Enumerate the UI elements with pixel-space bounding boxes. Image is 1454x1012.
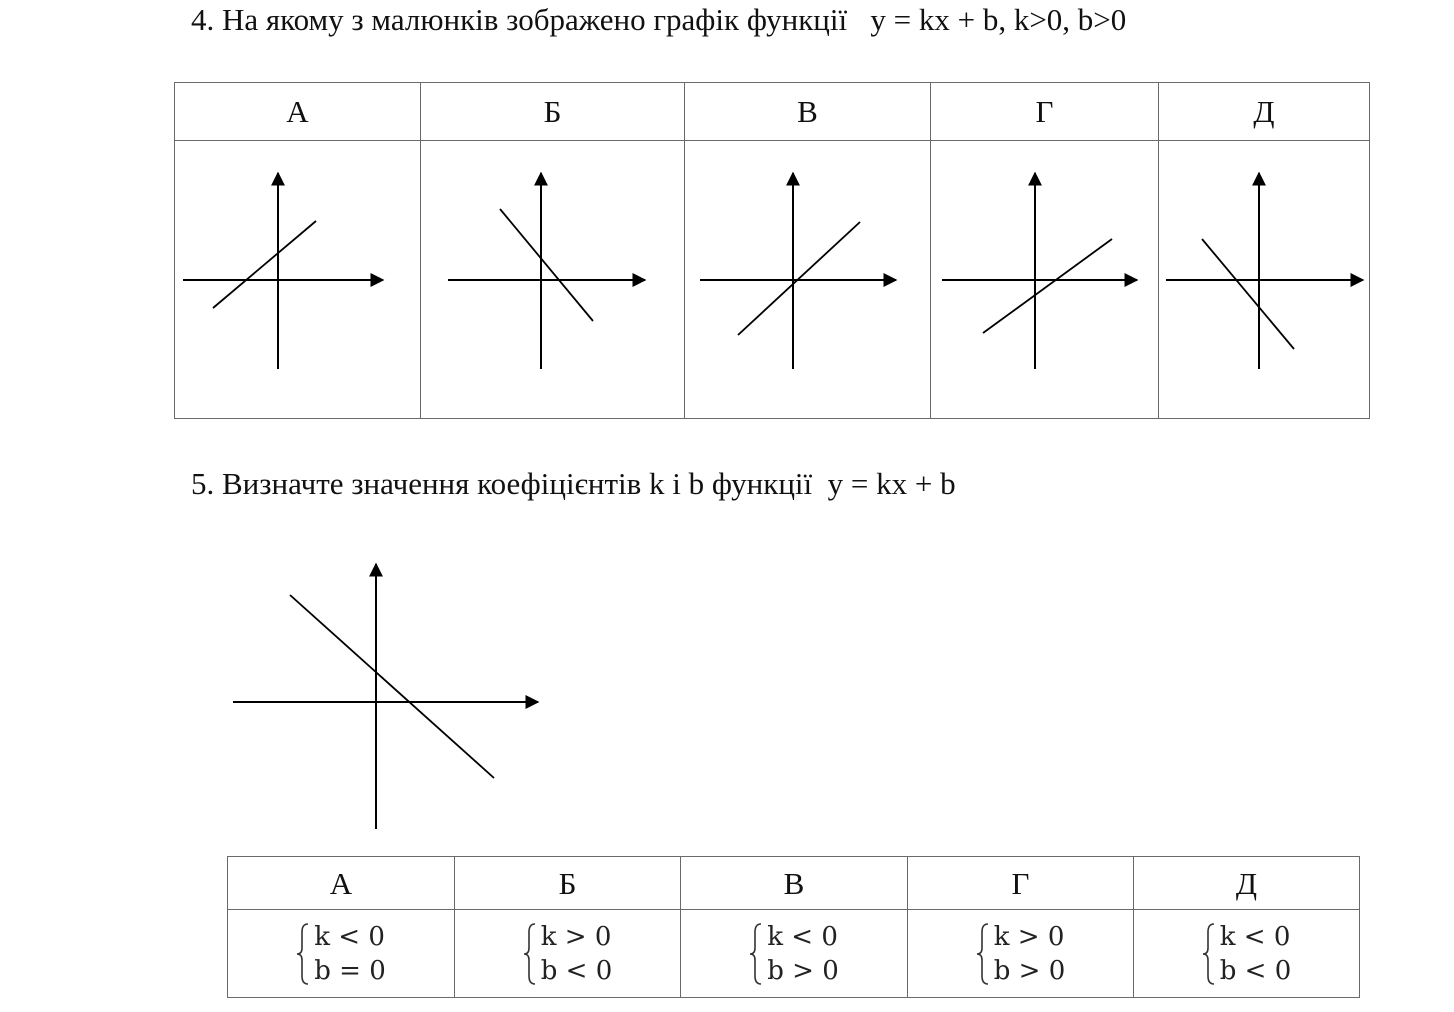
- option-a-label: А: [329, 865, 353, 901]
- option-v-label: В: [783, 865, 805, 901]
- option-g-label: Г: [1035, 94, 1054, 129]
- option-b-label: Б: [558, 865, 577, 901]
- brace-icon: [296, 922, 310, 986]
- option-v-label: В: [797, 94, 818, 129]
- option-b-header: [421, 83, 685, 141]
- option-v-graph-cell: [685, 141, 931, 419]
- option-g-system: [976, 920, 1066, 988]
- b-condition: b < 0: [1219, 955, 1292, 986]
- b-condition: b < 0: [540, 955, 613, 986]
- option-v-header: [685, 83, 931, 141]
- k-condition: k < 0: [314, 921, 385, 952]
- brace-icon: [1202, 922, 1216, 986]
- option-a-graph: [183, 165, 413, 395]
- option-b-label: Б: [543, 94, 562, 129]
- b-condition: b = 0: [314, 955, 386, 986]
- option-a-header: [228, 857, 455, 910]
- option-d-graph: [1162, 165, 1367, 395]
- brace-icon: [523, 922, 537, 986]
- k-condition: k < 0: [767, 921, 838, 952]
- brace-icon: [749, 922, 763, 986]
- option-g-graph: [935, 165, 1155, 395]
- b-condition: b > 0: [993, 955, 1066, 986]
- k-condition: k < 0: [1219, 921, 1291, 952]
- option-g-graph-cell: [931, 141, 1159, 419]
- option-v-header: [681, 857, 908, 910]
- function-line: [500, 209, 593, 321]
- option-d-system-cell: [1134, 910, 1360, 998]
- question-5-graph: [228, 560, 548, 835]
- option-g-system-cell: [908, 910, 1134, 998]
- b-condition: b > 0: [767, 955, 839, 986]
- option-v-graph: [693, 165, 923, 395]
- option-b-system-cell: [455, 910, 681, 998]
- function-line: [983, 239, 1112, 333]
- option-a-system: [296, 920, 386, 988]
- option-b-header: [455, 857, 681, 910]
- function-line: [213, 221, 316, 308]
- option-a-graph-cell: [175, 141, 421, 419]
- function-line: [738, 222, 860, 335]
- option-a-system-cell: [228, 910, 455, 998]
- k-condition: k > 0: [540, 921, 612, 952]
- option-g-header: [908, 857, 1134, 910]
- option-d-system: [1202, 920, 1292, 988]
- option-v-system: [749, 920, 839, 988]
- question-5-text: 5. Визначте значення коефіцієнтів k і b функції y = kx + b: [191, 466, 956, 501]
- function-line: [1202, 239, 1294, 349]
- option-d-header: [1134, 857, 1360, 910]
- question-4-options-table: [174, 82, 1370, 419]
- option-a-label: А: [286, 94, 309, 129]
- option-g-label: Г: [1011, 865, 1030, 901]
- option-b-system: [523, 920, 613, 988]
- option-a-header: [175, 83, 421, 141]
- option-d-label: Д: [1253, 94, 1275, 129]
- brace-icon: [976, 922, 990, 986]
- option-b-graph: [438, 165, 668, 395]
- k-condition: k > 0: [993, 921, 1065, 952]
- option-b-graph-cell: [421, 141, 685, 419]
- option-d-graph-cell: [1159, 141, 1370, 419]
- option-g-header: [931, 83, 1159, 141]
- function-line: [290, 595, 494, 778]
- option-d-header: [1159, 83, 1370, 141]
- option-d-label: Д: [1235, 865, 1258, 901]
- option-v-system-cell: [681, 910, 908, 998]
- question-5-options-table: [227, 856, 1360, 998]
- question-4-text: 4. На якому з малюнків зображено графік функції y = kx + b, k>0, b>0: [191, 2, 1127, 37]
